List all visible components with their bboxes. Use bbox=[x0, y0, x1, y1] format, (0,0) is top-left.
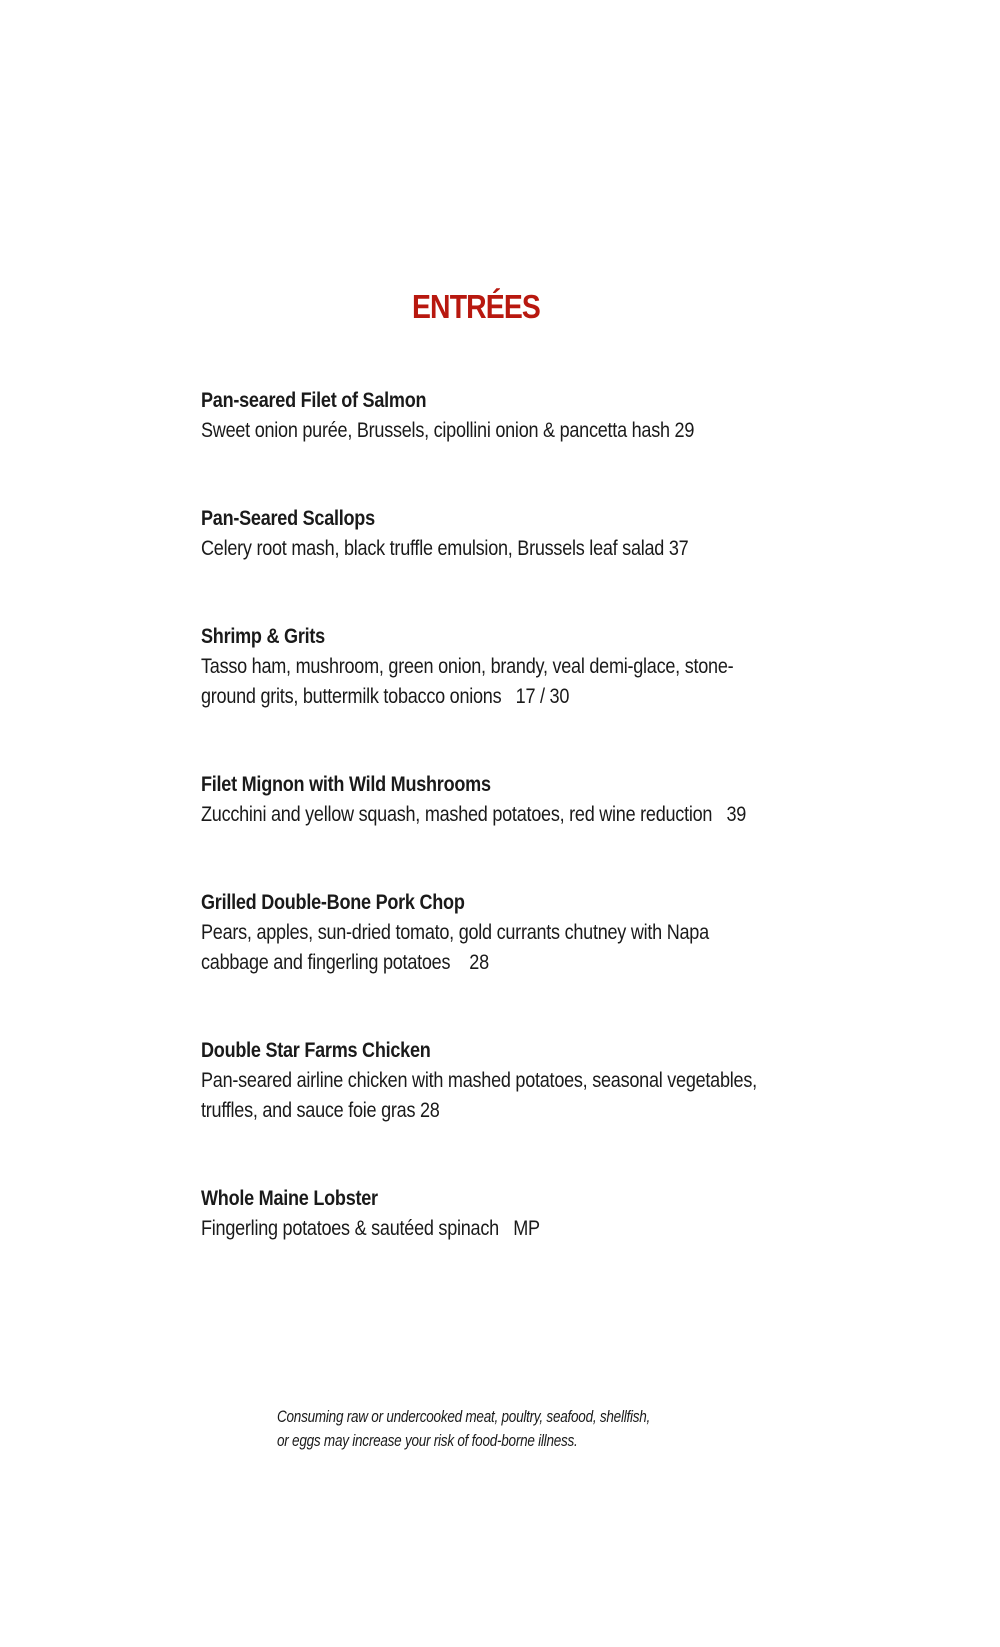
menu-item-description: truffles, and sauce foie gras 28 bbox=[201, 1098, 440, 1122]
menu-item-name: Double Star Farms Chicken bbox=[201, 1038, 431, 1062]
menu-item-name: Pan-Seared Scallops bbox=[201, 506, 375, 530]
menu-item bbox=[201, 1183, 789, 1243]
menu-item bbox=[201, 769, 789, 829]
food-safety-disclaimer bbox=[277, 1405, 650, 1453]
menu-item-name: Filet Mignon with Wild Mushrooms bbox=[201, 772, 491, 796]
menu-item-description: Pan-seared airline chicken with mashed potatoes, seasonal vegetables, bbox=[201, 1068, 757, 1092]
menu-item-description: Fingerling potatoes & sautéed spinach MP bbox=[201, 1216, 540, 1240]
disclaimer-line: or eggs may increase your risk of food-borne illness. bbox=[277, 1432, 578, 1450]
menu-item-description: Zucchini and yellow squash, mashed potatoes, red wine reduction 39 bbox=[201, 802, 747, 826]
menu-item-description: cabbage and fingerling potatoes 28 bbox=[201, 950, 489, 974]
menu-item bbox=[201, 1035, 789, 1125]
menu-item-description: Celery root mash, black truffle emulsion, Brussels leaf salad 37 bbox=[201, 536, 689, 560]
menu-item bbox=[201, 887, 789, 977]
menu-item-name: Grilled Double-Bone Pork Chop bbox=[201, 890, 465, 914]
menu-item-description: Pears, apples, sun-dried tomato, gold currants chutney with Napa bbox=[201, 920, 709, 944]
menu-item-description: ground grits, buttermilk tobacco onions 17 / 30 bbox=[201, 684, 570, 708]
menu-item-name: Pan-seared Filet of Salmon bbox=[201, 388, 427, 412]
disclaimer-line: Consuming raw or undercooked meat, poultry, seafood, shellfish, bbox=[277, 1408, 651, 1426]
menu-item bbox=[201, 385, 789, 445]
menu-item bbox=[201, 621, 789, 711]
menu-item-description: Tasso ham, mushroom, green onion, brandy, veal demi-glace, stone- bbox=[201, 654, 734, 678]
menu-section-title: ENTRÉES bbox=[411, 288, 541, 325]
menu-item-name: Shrimp & Grits bbox=[201, 624, 325, 648]
menu-item bbox=[201, 503, 789, 563]
menu-item-description: Sweet onion purée, Brussels, cipollini onion & pancetta hash 29 bbox=[201, 418, 695, 442]
menu-item-name: Whole Maine Lobster bbox=[201, 1186, 378, 1210]
